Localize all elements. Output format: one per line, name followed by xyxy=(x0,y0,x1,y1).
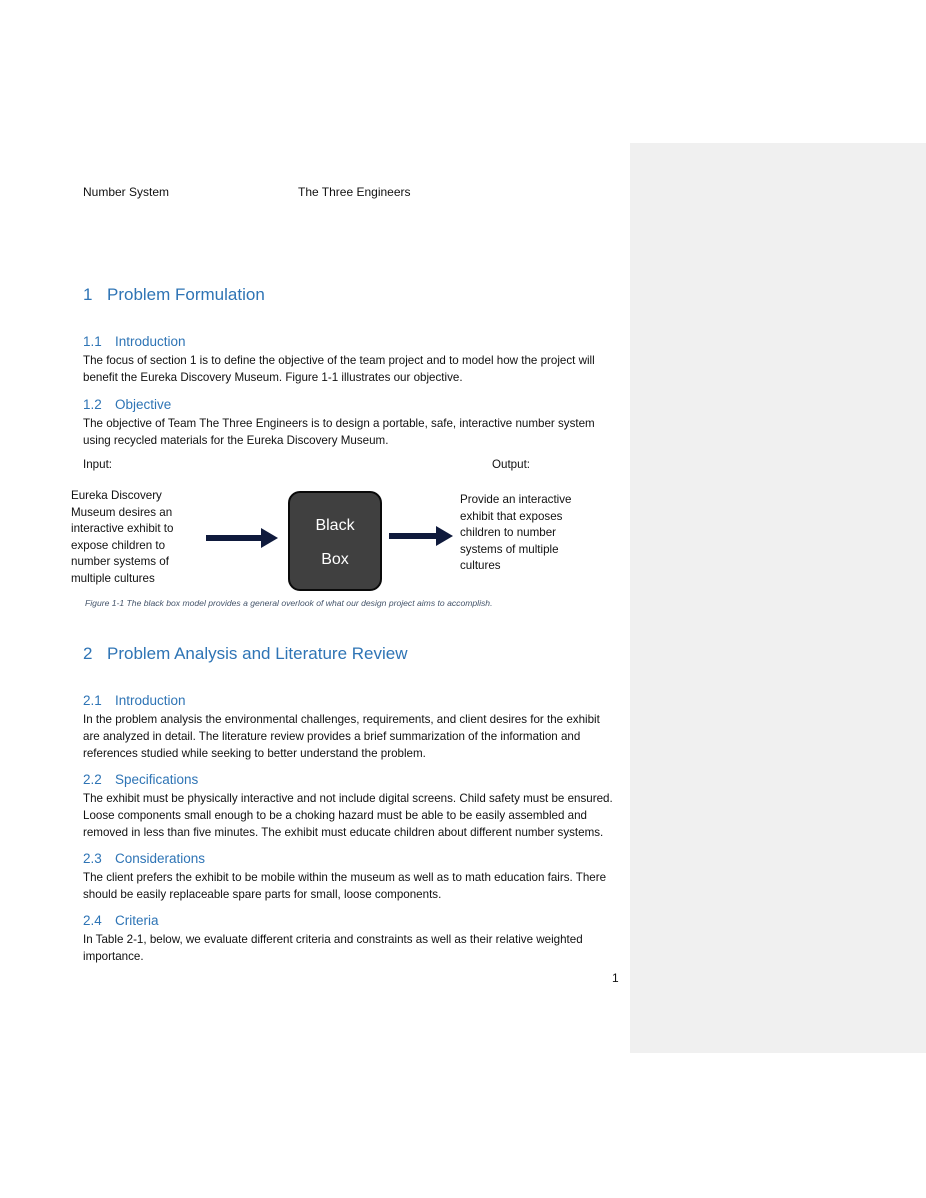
input-description xyxy=(71,488,173,587)
heading-number: 1 xyxy=(83,285,93,304)
heading-title: Problem Formulation xyxy=(107,285,265,304)
text-line: The exhibit must be physically interactive and not include digital screens. Child safety must be ensured. xyxy=(83,792,613,805)
text-line: Provide an interactive xyxy=(460,493,572,506)
text-line: children to number xyxy=(460,526,557,539)
text-line: The client prefers the exhibit to be mobile within the museum as well as to math education fairs. There xyxy=(83,871,607,884)
heading-section-2 xyxy=(83,644,407,664)
text-line: Eureka Discovery xyxy=(71,489,162,502)
output-description xyxy=(460,492,572,575)
text-line: importance. xyxy=(83,950,144,963)
black-box-label-2: Box xyxy=(321,551,349,568)
heading-title: Criteria xyxy=(115,913,159,928)
input-label: Input: xyxy=(83,458,113,471)
text-line: using recycled materials for the Eureka Discovery Museum. xyxy=(83,434,389,447)
heading-title: Introduction xyxy=(115,693,186,708)
text-line: multiple cultures xyxy=(71,571,155,585)
paragraph-1-1 xyxy=(83,352,613,386)
text-line: number systems of xyxy=(71,555,169,568)
heading-section-2-3 xyxy=(83,851,205,866)
heading-section-1-1 xyxy=(83,334,186,349)
heading-number: 2.2 xyxy=(83,772,102,787)
text-line: The focus of section 1 is to define the objective of the team project and to model how the project will xyxy=(83,354,595,367)
text-line: cultures xyxy=(460,559,501,572)
input-arrow-icon xyxy=(205,527,279,549)
heading-number: 1.1 xyxy=(83,334,102,349)
text-line: systems of multiple xyxy=(460,542,559,556)
text-line: expose children to xyxy=(71,538,166,552)
text-line: are analyzed in detail. The literature review provides a brief summarization of the information and xyxy=(83,730,581,743)
page-number: 1 xyxy=(612,971,619,985)
figure-caption: Figure 1-1 The black box model provides a general overlook of what our design project aims to accomplish. xyxy=(85,598,493,608)
text-line: The objective of Team The Three Engineers is to design a portable, safe, interactive number system xyxy=(83,417,595,430)
text-line: exhibit that exposes xyxy=(460,509,563,523)
heading-number: 2.4 xyxy=(83,913,102,928)
text-line: should be easily replaceable spare parts for small, loose components. xyxy=(83,888,442,901)
text-line: Museum desires an xyxy=(71,505,173,519)
heading-section-2-2 xyxy=(83,772,198,787)
heading-title: Introduction xyxy=(115,334,186,349)
heading-section-1-2 xyxy=(83,397,171,412)
paragraph-1-2 xyxy=(83,415,613,449)
text-line: Loose components small enough to be a choking hazard must be able to be easily assembled and xyxy=(83,809,588,822)
output-arrow-icon xyxy=(388,525,454,547)
text-line: interactive exhibit to xyxy=(71,522,174,535)
header-left: Number System xyxy=(83,185,170,199)
paragraph-2-1 xyxy=(83,711,613,762)
text-line: references studied while seeking to better understand the problem. xyxy=(83,747,426,760)
heading-section-2-4 xyxy=(83,913,159,928)
output-label: Output: xyxy=(492,458,531,471)
heading-title: Objective xyxy=(115,397,172,412)
heading-number: 1.2 xyxy=(83,397,102,412)
heading-number: 2.1 xyxy=(83,693,102,708)
paragraph-2-2 xyxy=(83,790,613,841)
text-line: benefit the Eureka Discovery Museum. Figure 1-1 illustrates our objective. xyxy=(83,371,463,384)
heading-title: Problem Analysis and Literature Review xyxy=(107,644,408,663)
heading-title: Considerations xyxy=(115,851,206,866)
black-box xyxy=(288,491,382,591)
heading-number: 2.3 xyxy=(83,851,102,866)
heading-section-1 xyxy=(83,285,265,305)
comment-pane xyxy=(630,143,926,1053)
text-line: In Table 2-1, below, we evaluate different criteria and constraints as well as their relative weighted xyxy=(83,933,583,946)
header-right: The Three Engineers xyxy=(298,185,411,199)
heading-number: 2 xyxy=(83,644,93,663)
black-box-label-1: Black xyxy=(315,517,355,534)
heading-section-2-1 xyxy=(83,693,186,708)
paragraph-2-4 xyxy=(83,931,613,965)
text-line: removed in less than five minutes. The exhibit must educate children about different number systems. xyxy=(83,826,604,839)
text-line: In the problem analysis the environmental challenges, requirements, and client desires for the exhibit xyxy=(83,713,600,726)
heading-title: Specifications xyxy=(115,772,199,787)
paragraph-2-3 xyxy=(83,869,613,903)
